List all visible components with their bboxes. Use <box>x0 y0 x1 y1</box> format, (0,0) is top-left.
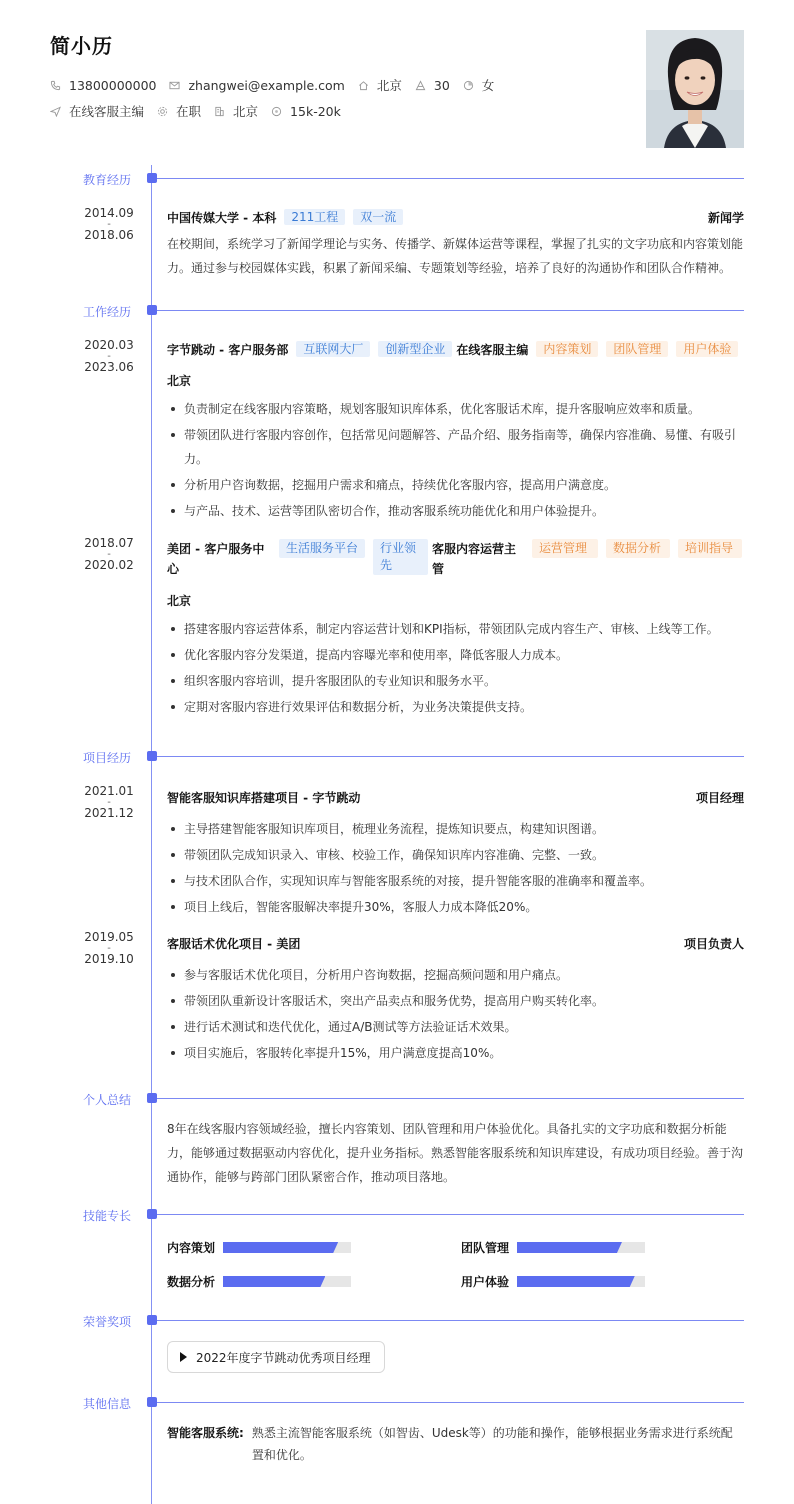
target-city-item <box>214 102 258 120</box>
section-divider <box>157 756 744 757</box>
phone-icon <box>50 80 61 91</box>
list-item: 分析用户咨询数据，挖掘用户需求和痛点，持续优化客服内容，提高用户满意度。 <box>167 473 744 497</box>
job-intent-row <box>50 103 650 119</box>
role-tag: 用户体验 <box>676 341 738 357</box>
home-icon <box>358 80 369 91</box>
company-tag: 生活服务平台 <box>279 539 365 558</box>
project-role: 项目负责人 <box>683 937 744 951</box>
company-name: 字节跳动 - 客户服务部 <box>167 343 289 357</box>
age-text: 30 <box>433 77 450 93</box>
gender-icon <box>463 80 474 91</box>
age-item <box>415 78 450 93</box>
education-date <box>82 207 136 241</box>
work-header <box>167 341 744 358</box>
salary-text: 15k-20k <box>290 103 341 119</box>
target-city-text: 北京 <box>233 104 259 119</box>
skill-name: 用户体验 <box>461 1275 510 1289</box>
date-end: 2019.10 <box>84 952 134 966</box>
phone-item <box>50 78 156 93</box>
salary-item <box>271 104 341 119</box>
date-start: 2018.07 <box>84 536 134 550</box>
education-entry <box>167 209 744 280</box>
section-marker <box>147 1315 157 1325</box>
section-divider <box>157 1402 744 1403</box>
date-start: 2021.01 <box>84 784 134 798</box>
section-marker <box>147 1397 157 1407</box>
other-text: 熟悉主流智能客服系统（如智齿、Udesk等）的功能和操作，能够根据业务需求进行系统配置和优化。 <box>251 1426 733 1462</box>
section-divider <box>157 1098 744 1099</box>
status-icon <box>157 106 168 117</box>
list-item: 定期对客服内容进行效果评估和数据分析，为业务决策提供支持。 <box>167 695 744 719</box>
work-header <box>167 539 744 579</box>
list-item: 带领团队进行客服内容创作，包括常见问题解答、产品介绍、服务指南等，确保内容准确、易懂、有吸引力。 <box>167 423 744 471</box>
company-tag: 创新型企业 <box>378 341 452 357</box>
list-item: 带领团队完成知识录入、审核、校验工作，确保知识库内容准确、完整、一致。 <box>167 843 744 867</box>
other-label: 智能客服系统: <box>167 1426 244 1440</box>
other-info <box>167 1422 744 1466</box>
date-dash: - <box>107 219 111 230</box>
section-marker <box>147 173 157 183</box>
award-item[interactable] <box>167 1341 385 1373</box>
building-icon <box>214 106 225 117</box>
work-city: 北京 <box>167 594 192 608</box>
work-date <box>82 339 136 373</box>
section-title-work: 工作经历 <box>83 305 132 319</box>
date-start: 2019.05 <box>84 930 134 944</box>
section-marker <box>147 1209 157 1219</box>
date-dash: - <box>107 797 111 808</box>
skill-item <box>167 1273 351 1290</box>
project-bullets <box>167 817 744 919</box>
age-icon <box>415 80 426 91</box>
skill-level-fill <box>517 1276 635 1287</box>
candidate-name: 简小历 <box>50 34 113 58</box>
section-title-education: 教育经历 <box>83 173 132 187</box>
gender-text: 女 <box>481 78 495 93</box>
list-item: 优化客服内容分发渠道，提高内容曝光率和使用率，降低客服人力成本。 <box>167 643 744 667</box>
project-header <box>167 935 744 952</box>
section-title-project: 项目经历 <box>83 751 132 765</box>
position-text: 在线客服主编 <box>69 104 145 119</box>
list-item: 参与客服话术优化项目，分析用户咨询数据，挖掘高频问题和用户痛点。 <box>167 963 744 987</box>
project-header <box>167 789 744 806</box>
skill-level-fill <box>223 1242 338 1253</box>
project-date <box>82 931 136 965</box>
date-dash: - <box>107 549 111 560</box>
job-role: 客服内容运营主管 <box>432 542 517 576</box>
major: 新闻学 <box>707 211 744 225</box>
caret-right-icon <box>180 1352 187 1362</box>
project-entry <box>167 789 744 921</box>
date-start: 2020.03 <box>84 338 134 352</box>
section-title-skills: 技能专长 <box>83 1209 132 1223</box>
date-end: 2021.12 <box>84 806 134 820</box>
date-end: 2023.06 <box>84 360 134 374</box>
project-bullets <box>167 963 744 1065</box>
list-item: 主导搭建智能客服知识库项目，梳理业务流程，提炼知识要点，构建知识图谱。 <box>167 817 744 841</box>
school-name: 中国传媒大学 - 本科 <box>167 211 277 225</box>
list-item: 带领团队重新设计客服话术，突出产品卖点和服务优势，提高用户购买转化率。 <box>167 989 744 1013</box>
work-entry <box>167 539 744 721</box>
phone-number: 13800000000 <box>69 77 157 93</box>
mail-icon <box>169 80 180 91</box>
skill-item <box>461 1239 645 1256</box>
skill-name: 内容策划 <box>167 1241 216 1255</box>
profile-photo <box>646 30 744 148</box>
project-entry <box>167 935 744 1067</box>
date-start: 2014.09 <box>84 206 134 220</box>
company-tag: 互联网大厂 <box>296 341 370 357</box>
section-marker <box>147 751 157 761</box>
work-date <box>82 537 136 571</box>
date-dash: - <box>107 943 111 954</box>
skill-name: 团队管理 <box>461 1241 510 1255</box>
education-description: 在校期间，系统学习了新闻学理论与实务、传播学、新媒体运营等课程，掌握了扎实的文字功底和内容策划能力。通过参与校园媒体实践，积累了新闻采编、专题策划等经验，培养了良好的沟通协作和团队合作精神。 <box>167 237 744 275</box>
email-item <box>169 78 344 93</box>
skill-level-fill <box>517 1242 622 1253</box>
salary-icon <box>271 106 282 117</box>
list-item: 负责制定在线客服内容策略，规划客服知识库体系，优化客服话术库，提升客服响应效率和质量。 <box>167 397 744 421</box>
contact-row <box>50 77 650 93</box>
section-divider <box>157 178 744 179</box>
education-header <box>167 209 744 226</box>
skill-item <box>167 1239 351 1256</box>
work-bullets <box>167 617 744 719</box>
section-title-other: 其他信息 <box>83 1397 132 1411</box>
list-item: 组织客服内容培训，提升客服团队的专业知识和服务水平。 <box>167 669 744 693</box>
list-item: 与技术团队合作，实现知识库与智能客服系统的对接，提升智能客服的准确率和覆盖率。 <box>167 869 744 893</box>
role-tag: 数据分析 <box>606 539 670 558</box>
date-end: 2018.06 <box>84 228 134 242</box>
section-marker <box>147 1093 157 1103</box>
status-text: 在职 <box>176 104 202 119</box>
location-item <box>358 76 402 94</box>
timeline-line <box>151 165 152 1504</box>
section-title-awards: 荣誉奖项 <box>83 1315 132 1329</box>
list-item: 进行话术测试和迭代优化，通过A/B测试等方法验证话术效果。 <box>167 1015 744 1039</box>
list-item: 与产品、技术、运营等团队密切合作，推动客服系统功能优化和用户体验提升。 <box>167 499 744 523</box>
work-bullets <box>167 397 744 523</box>
project-date <box>82 785 136 819</box>
section-divider <box>157 1320 744 1321</box>
position-item <box>50 102 144 120</box>
section-marker <box>147 305 157 315</box>
skill-item <box>461 1273 645 1290</box>
resume-header <box>50 30 650 119</box>
school-tag: 211工程 <box>284 209 345 225</box>
section-divider <box>157 310 744 311</box>
role-tag: 运营管理 <box>532 539 598 558</box>
school-tag: 双一流 <box>353 209 403 225</box>
gender-item <box>463 76 495 94</box>
skill-bar <box>223 1276 351 1287</box>
skill-name: 数据分析 <box>167 1275 216 1289</box>
work-entry <box>167 341 744 525</box>
company-tag: 行业领先 <box>373 539 428 575</box>
award-title: 2022年度字节跳动优秀项目经理 <box>196 1350 371 1365</box>
summary-text: 8年在线客服内容领域经验，擅长内容策划、团队管理和用户体验优化。具备扎实的文字功底和数据分析能力，能够通过数据驱动内容优化，提升业务指标。熟悉智能客服系统和知识库建设，有成功项目经验。善于沟通协作，能够与跨部门团队紧密合作，推动项目落地。 <box>167 1122 744 1184</box>
section-title-summary: 个人总结 <box>83 1093 132 1107</box>
list-item: 项目实施后，客服转化率提升15%，用户满意度提高10%。 <box>167 1041 744 1065</box>
role-tag: 团队管理 <box>606 341 668 357</box>
list-item: 搭建客服内容运营体系，制定内容运营计划和KPI指标，带领团队完成内容生产、审核、上线等工作。 <box>167 617 744 641</box>
skill-level-fill <box>223 1276 325 1287</box>
list-item: 项目上线后，智能客服解决率提升30%，客服人力成本降低20%。 <box>167 895 744 919</box>
status-item <box>157 102 201 120</box>
project-title: 智能客服知识库搭建项目 - 字节跳动 <box>167 791 361 805</box>
skill-bar <box>517 1242 645 1253</box>
skill-bar <box>517 1276 645 1287</box>
section-divider <box>157 1214 744 1215</box>
date-end: 2020.02 <box>84 558 134 572</box>
project-title: 客服话术优化项目 - 美团 <box>167 937 301 951</box>
role-tag: 内容策划 <box>536 341 598 357</box>
email-address: zhangwei@example.com <box>188 77 345 93</box>
date-dash: - <box>107 351 111 362</box>
send-icon <box>50 106 61 117</box>
company-name: 美团 - 客户服务中心 <box>167 542 265 576</box>
job-role: 在线客服主编 <box>456 343 529 357</box>
location-text: 北京 <box>376 78 402 93</box>
project-role: 项目经理 <box>695 791 744 805</box>
role-tag: 培训指导 <box>678 539 742 558</box>
work-city: 北京 <box>167 374 192 388</box>
skill-bar <box>223 1242 351 1253</box>
